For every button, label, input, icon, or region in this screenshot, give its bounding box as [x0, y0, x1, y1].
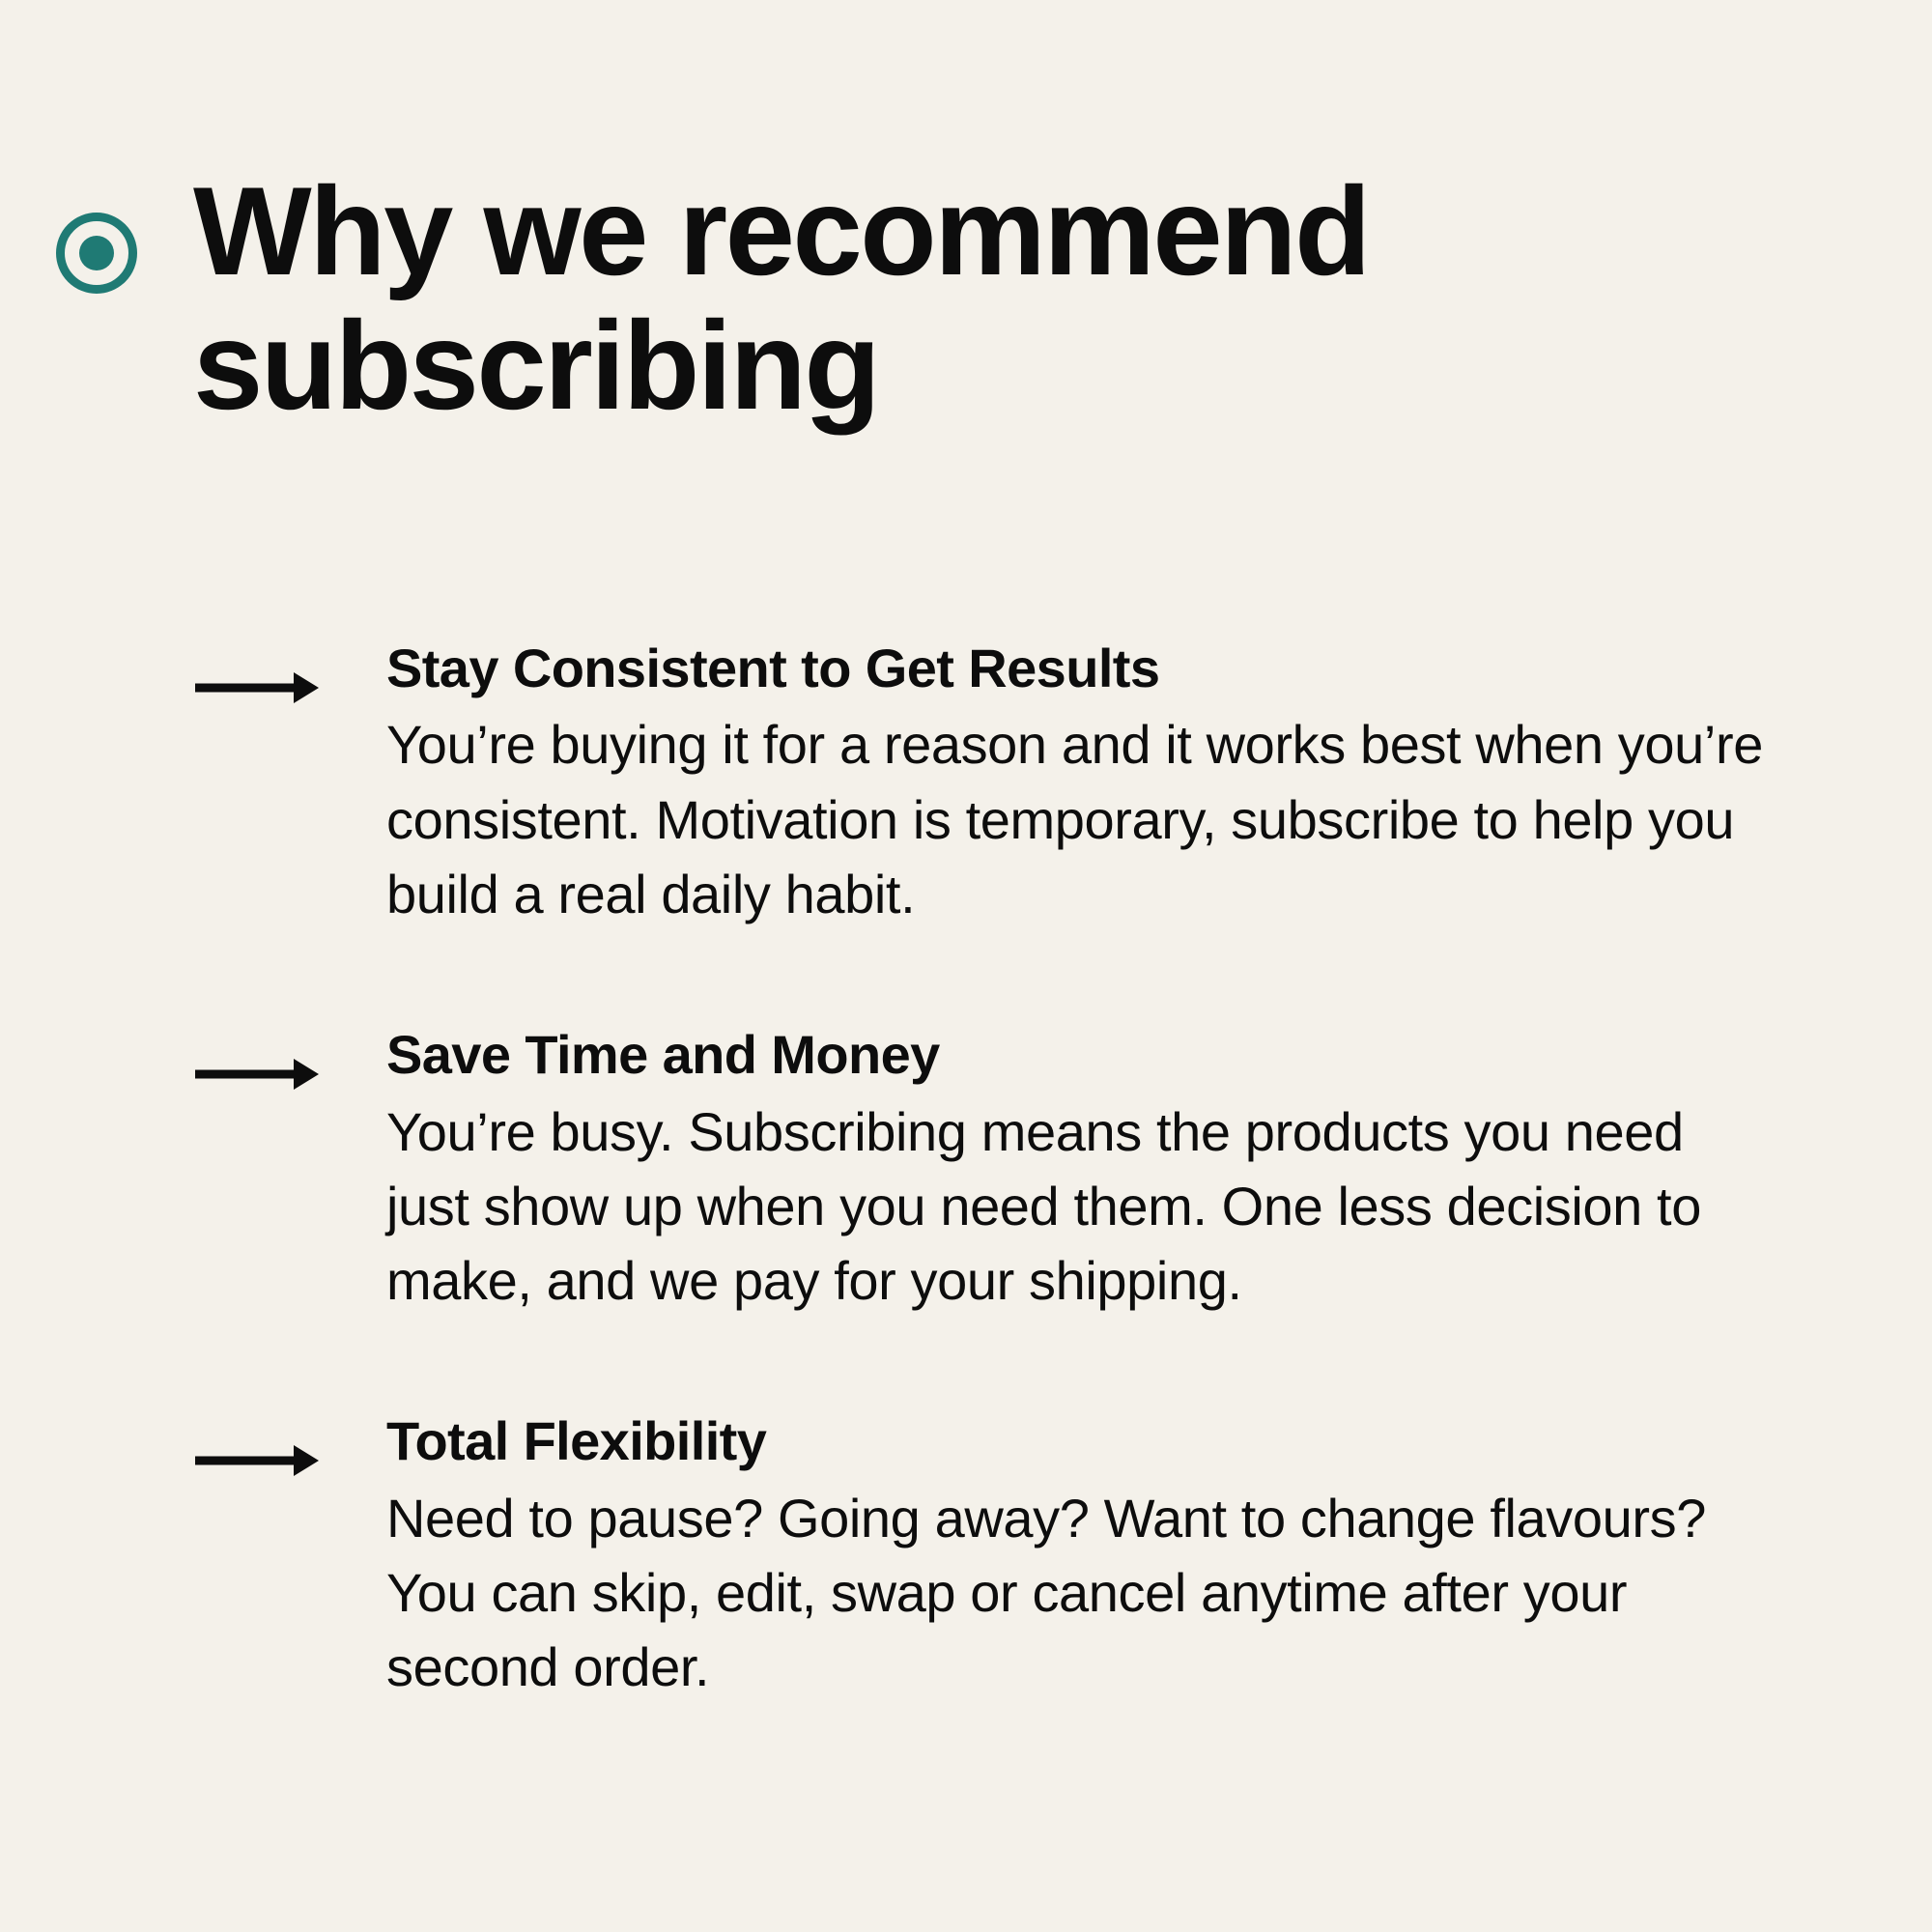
list-item-text: You’re busy. Subscribing means the products you need just show up when you need them. One less decision to make, and we pay for your shipping.	[386, 1100, 1701, 1312]
page-title: Why we recommend subscribing	[193, 160, 1369, 437]
list-item-text: You’re buying it for a reason and it works best when you’re consistent. Motivation is temporary, subscribe to help you build a real daily habit.	[386, 714, 1763, 924]
radio-dot	[79, 236, 114, 270]
arrow-right-icon	[0, 1024, 386, 1095]
arrow-right-icon	[0, 638, 386, 709]
card-header	[0, 160, 1932, 437]
list-item	[0, 1410, 1932, 1704]
list-item	[0, 638, 1932, 931]
header-bullet-wrap	[0, 164, 193, 294]
list-item-title: Save Time and Money	[386, 1024, 940, 1086]
list-item-body	[386, 638, 1932, 931]
list-item-body	[386, 1410, 1932, 1704]
list-item-title: Total Flexibility	[386, 1410, 767, 1472]
list-item-text: Need to pause? Going away? Want to change flavours? You can skip, edit, swap or cancel anytime after your second order.	[386, 1487, 1706, 1698]
arrow-right-icon	[0, 1410, 386, 1482]
radio-selected-icon	[56, 213, 137, 294]
list-item-body	[386, 1024, 1932, 1318]
list-item-title: Stay Consistent to Get Results	[386, 638, 1160, 698]
benefits-list	[0, 638, 1932, 1798]
list-item	[0, 1024, 1932, 1318]
